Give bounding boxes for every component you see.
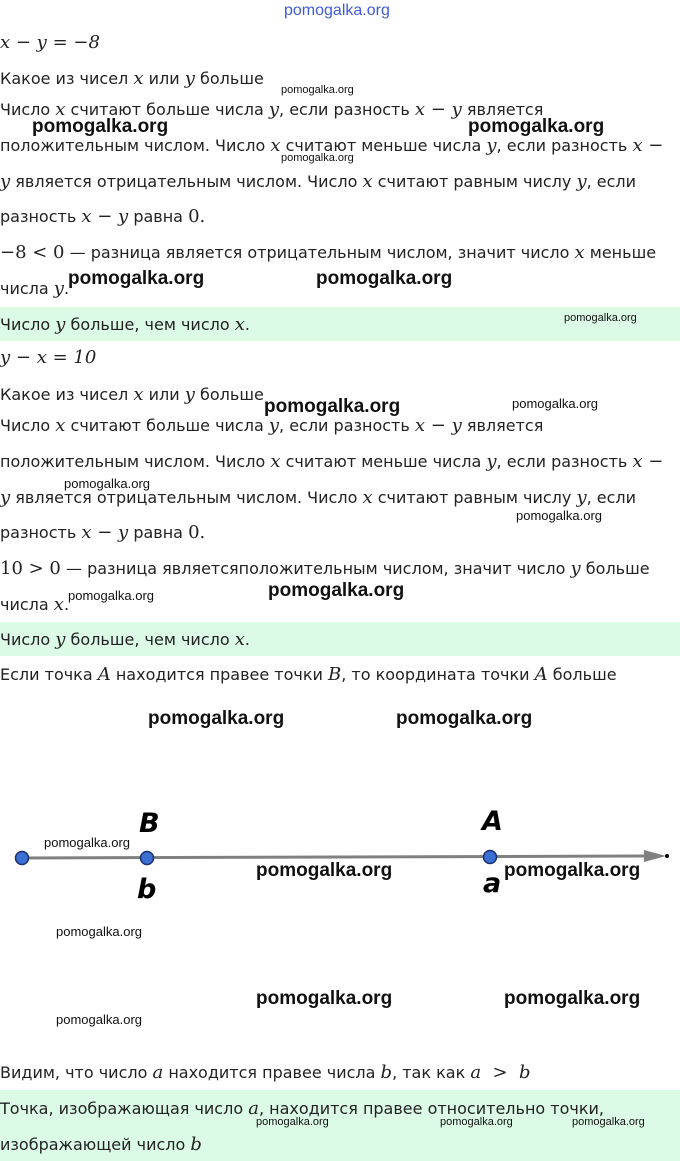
watermark: pomogalka.org: [264, 396, 401, 417]
calc-2-line-2: числа x.: [0, 594, 70, 615]
question-1: Какое из чисел x или y больше: [0, 68, 264, 89]
conclusion-3: Видим, что число a находится правее числа b, так как a > b: [0, 1062, 531, 1083]
watermark: pomogalka.org: [56, 924, 142, 939]
equation-2: y − x = 10: [0, 347, 97, 368]
number-line: [22, 856, 650, 858]
label-b: b: [137, 874, 157, 905]
watermark: pomogalka.org: [516, 508, 602, 523]
point-A: [484, 851, 497, 864]
calc-2-line-1: 10 > 0 — разница являетсяположительным числом, значит число y больше: [0, 558, 650, 579]
watermark: pomogalka.org: [281, 84, 354, 96]
answer-3-line-2: изображающей число b: [0, 1134, 202, 1155]
rule-1-line-3: y является отрицательным числом. Число x считают равным числу y, если: [0, 171, 637, 192]
rule-2-line-3: y является отрицательным числом. Число x считают равным числу y, если: [0, 487, 637, 508]
watermark: pomogalka.org: [64, 476, 150, 491]
answer-3-line-1: Точка, изображающая число a, находится правее относительно точки,: [0, 1098, 604, 1119]
label-A: A: [482, 806, 503, 837]
rule-2-line-4: разность x − y равна 0.: [0, 522, 206, 543]
watermark: pomogalka.org: [32, 116, 169, 137]
point-origin: [16, 852, 29, 865]
line-end-dot: [665, 854, 669, 858]
point-B: [141, 852, 154, 865]
watermark: pomogalka.org: [256, 988, 393, 1009]
rule-1-line-4: разность x − y равна 0.: [0, 206, 206, 227]
watermark: pomogalka.org: [44, 835, 130, 850]
answer-2: Число y больше, чем число x.: [0, 629, 250, 650]
watermark: pomogalka.org: [512, 396, 598, 411]
watermark: pomogalka.org: [256, 860, 393, 881]
watermark: pomogalka.org: [268, 580, 405, 601]
label-a: a: [483, 868, 502, 899]
watermark: pomogalka.org: [316, 268, 453, 289]
site-header-link[interactable]: pomogalka.org: [284, 2, 390, 19]
watermark: pomogalka.org: [68, 268, 205, 289]
arrow-head-icon: [644, 850, 666, 862]
watermark: pomogalka.org: [468, 116, 605, 137]
rule-1-line-2: положительным числом. Число x считают меньше числа y, если разность x −: [0, 135, 664, 156]
question-2: Какое из чисел x или y больше: [0, 384, 264, 405]
watermark: pomogalka.org: [504, 860, 641, 881]
label-B: B: [139, 808, 160, 839]
intro-3: Если точка A находится правее точки B, то координата точки A больше: [0, 664, 617, 685]
watermark: pomogalka.org: [440, 1116, 513, 1128]
watermark: pomogalka.org: [68, 588, 154, 603]
watermark: pomogalka.org: [504, 988, 641, 1009]
answer-1: Число y больше, чем число x.: [0, 314, 250, 335]
calc-1-line-1: −8 < 0 — разница является отрицательным числом, значит число x меньше: [0, 242, 657, 263]
equation-1: x − y = −8: [0, 32, 100, 53]
watermark: pomogalka.org: [56, 1012, 142, 1027]
rule-2-line-1: Число x считают больше числа y, если разность x − y является: [0, 415, 544, 436]
watermark: pomogalka.org: [572, 1116, 645, 1128]
rule-1-line-1: Число x считают больше числа y, если разность x − y является: [0, 99, 544, 120]
watermark: pomogalka.org: [396, 708, 533, 729]
watermark: pomogalka.org: [148, 708, 285, 729]
watermark: pomogalka.org: [281, 152, 354, 164]
calc-1-line-2: числа y.: [0, 278, 70, 299]
watermark: pomogalka.org: [564, 312, 637, 324]
watermark: pomogalka.org: [256, 1116, 329, 1128]
rule-2-line-2: положительным числом. Число x считают меньше числа y, если разность x −: [0, 451, 664, 472]
